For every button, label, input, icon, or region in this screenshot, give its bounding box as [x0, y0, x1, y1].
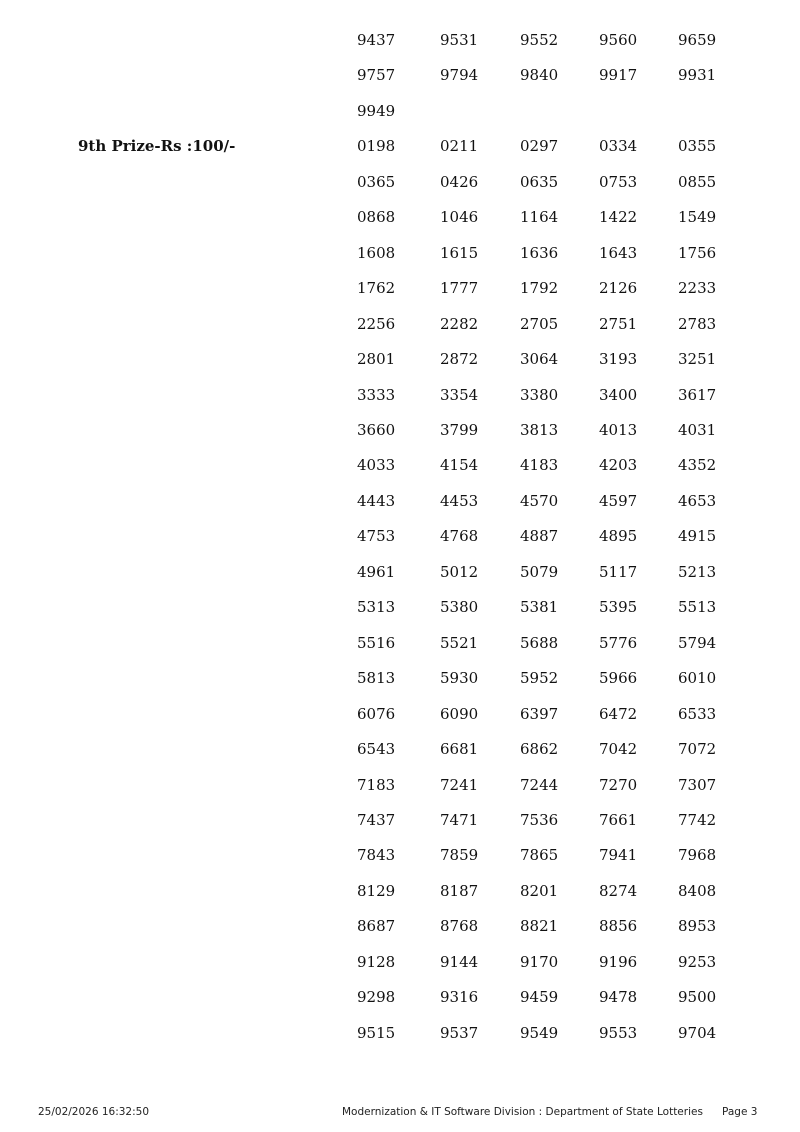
- ticket-number: 0855: [678, 172, 717, 191]
- result-row: [0, 980, 800, 1015]
- ticket-number: 9437: [357, 31, 396, 49]
- ticket-number: 3617: [678, 385, 717, 404]
- ticket-number: 7042: [599, 740, 638, 759]
- result-row: [0, 697, 800, 732]
- ticket-number: 4753: [357, 527, 396, 546]
- ticket-number: 3813: [520, 420, 559, 439]
- prize-label: 9th Prize-Rs :100/-: [78, 137, 236, 156]
- result-row: [0, 590, 800, 625]
- ticket-number: 9757: [357, 66, 396, 85]
- ticket-number: 3799: [440, 420, 479, 439]
- ticket-number: 8274: [599, 881, 638, 900]
- print-timestamp: 25/02/2026 16:32:50: [38, 1106, 150, 1118]
- ticket-number: 7742: [678, 810, 717, 829]
- ticket-number: 9549: [520, 1023, 559, 1042]
- ticket-number: 1762: [357, 279, 396, 298]
- ticket-number: 1164: [520, 208, 559, 227]
- footer-organization: Modernization & IT Software Division : Department of State Lotteries: [342, 1106, 703, 1118]
- ticket-number: 5012: [440, 562, 479, 581]
- ticket-number: 8953: [678, 917, 717, 936]
- ticket-number: 7072: [678, 740, 717, 759]
- ticket-number: 5395: [599, 598, 638, 617]
- ticket-number: 6533: [678, 704, 717, 723]
- ticket-number: 5381: [520, 598, 559, 617]
- ticket-number: 9552: [520, 31, 559, 49]
- ticket-number: 5313: [357, 598, 396, 617]
- ticket-number: 7968: [678, 846, 717, 865]
- ticket-number: 4915: [678, 527, 717, 546]
- ticket-number: 6681: [440, 740, 479, 759]
- ticket-number: 9553: [599, 1023, 638, 1042]
- ticket-number: 5966: [599, 669, 638, 688]
- result-row: [0, 519, 800, 554]
- ticket-number: 3193: [599, 350, 638, 369]
- ticket-number: 7941: [599, 846, 638, 865]
- ticket-number: 9316: [440, 988, 479, 1007]
- ticket-number: 6472: [599, 704, 638, 723]
- ticket-number: 2126: [599, 279, 638, 298]
- result-row: [0, 945, 800, 980]
- ticket-number: 2705: [520, 314, 559, 333]
- ticket-number: 7437: [357, 810, 396, 829]
- ticket-number: 3660: [357, 420, 396, 439]
- results-table: [0, 23, 800, 1051]
- ticket-number: 2282: [440, 314, 479, 333]
- result-row: [0, 1016, 800, 1051]
- result-row: [0, 626, 800, 661]
- result-row: [0, 768, 800, 803]
- ticket-number: 5813: [357, 669, 396, 688]
- ticket-number: 7843: [357, 846, 396, 865]
- ticket-number: 9704: [678, 1023, 717, 1042]
- ticket-number: 7183: [357, 775, 396, 794]
- result-row: [0, 413, 800, 448]
- ticket-number: 9515: [357, 1023, 396, 1042]
- ticket-number: 4570: [520, 491, 559, 510]
- ticket-number: 5688: [520, 633, 559, 652]
- ticket-number: 1643: [599, 243, 638, 262]
- ticket-number: 2872: [440, 350, 479, 369]
- ticket-number: 9478: [599, 988, 638, 1007]
- ticket-number: 1615: [440, 243, 479, 262]
- result-row: [0, 307, 800, 342]
- ticket-number: 4013: [599, 420, 638, 439]
- result-row: [0, 909, 800, 944]
- ticket-number: 2801: [357, 350, 396, 369]
- ticket-number: 5952: [520, 669, 559, 688]
- ticket-number: 6076: [357, 704, 396, 723]
- ticket-number: 0198: [357, 137, 396, 156]
- ticket-number: 4887: [520, 527, 559, 546]
- ticket-number: 3251: [678, 350, 717, 369]
- ticket-number: 8687: [357, 917, 396, 936]
- result-row: [0, 271, 800, 306]
- result-row: [0, 200, 800, 235]
- result-row: [0, 342, 800, 377]
- ticket-number: 5513: [678, 598, 717, 617]
- ticket-number: 0297: [520, 137, 559, 156]
- ticket-number: 1549: [678, 208, 717, 227]
- ticket-number: 4453: [440, 491, 479, 510]
- result-row: [0, 874, 800, 909]
- ticket-number: 8821: [520, 917, 559, 936]
- ticket-number: 7471: [440, 810, 479, 829]
- ticket-number: 9196: [599, 952, 638, 971]
- ticket-number: 8129: [357, 881, 396, 900]
- result-row: [0, 378, 800, 413]
- result-row: [0, 58, 800, 93]
- ticket-number: 6090: [440, 704, 479, 723]
- ticket-number: 4033: [357, 456, 396, 475]
- ticket-number: 0868: [357, 208, 396, 227]
- ticket-number: 9794: [440, 66, 479, 85]
- result-row: [0, 94, 800, 129]
- ticket-number: 7859: [440, 846, 479, 865]
- ticket-number: 8768: [440, 917, 479, 936]
- ticket-number: 9459: [520, 988, 559, 1007]
- ticket-number: 7865: [520, 846, 559, 865]
- ticket-number: 3064: [520, 350, 559, 369]
- ticket-number: 8187: [440, 881, 479, 900]
- ticket-number: 0355: [678, 137, 717, 156]
- result-row: [0, 129, 800, 164]
- ticket-number: 6862: [520, 740, 559, 759]
- ticket-number: 4031: [678, 420, 717, 439]
- ticket-number: 9144: [440, 952, 479, 971]
- ticket-number: 9659: [678, 31, 717, 49]
- result-row: [0, 661, 800, 696]
- ticket-number: 9500: [678, 988, 717, 1007]
- result-row: [0, 165, 800, 200]
- ticket-number: 0211: [440, 137, 479, 156]
- ticket-number: 2783: [678, 314, 717, 333]
- result-row: [0, 838, 800, 873]
- ticket-number: 4154: [440, 456, 479, 475]
- ticket-number: 4443: [357, 491, 396, 510]
- result-row: [0, 803, 800, 838]
- ticket-number: 5380: [440, 598, 479, 617]
- ticket-number: 1777: [440, 279, 479, 298]
- ticket-number: 4961: [357, 562, 396, 581]
- ticket-number: 9949: [357, 101, 396, 120]
- ticket-number: 4183: [520, 456, 559, 475]
- ticket-number: 1636: [520, 243, 559, 262]
- ticket-number: 9253: [678, 952, 717, 971]
- ticket-number: 5521: [440, 633, 479, 652]
- ticket-number: 7241: [440, 775, 479, 794]
- ticket-number: 6543: [357, 740, 396, 759]
- ticket-number: 9917: [599, 66, 638, 85]
- ticket-number: 0334: [599, 137, 638, 156]
- ticket-number: 7536: [520, 810, 559, 829]
- ticket-number: 3380: [520, 385, 559, 404]
- page-number: Page 3: [722, 1106, 758, 1118]
- ticket-number: 7270: [599, 775, 638, 794]
- ticket-number: 7244: [520, 775, 559, 794]
- ticket-number: 4352: [678, 456, 717, 475]
- ticket-number: 5213: [678, 562, 717, 581]
- result-row: [0, 23, 800, 58]
- ticket-number: 4597: [599, 491, 638, 510]
- ticket-number: 0753: [599, 172, 638, 191]
- ticket-number: 7661: [599, 810, 638, 829]
- ticket-number: 1608: [357, 243, 396, 262]
- ticket-number: 8856: [599, 917, 638, 936]
- result-row: [0, 555, 800, 590]
- ticket-number: 2751: [599, 314, 638, 333]
- ticket-number: 6010: [678, 669, 717, 688]
- ticket-number: 2256: [357, 314, 396, 333]
- result-row: [0, 448, 800, 483]
- ticket-number: 4895: [599, 527, 638, 546]
- result-row: [0, 484, 800, 519]
- ticket-number: 5794: [678, 633, 717, 652]
- ticket-number: 0365: [357, 172, 396, 191]
- ticket-number: 5516: [357, 633, 396, 652]
- ticket-number: 5776: [599, 633, 638, 652]
- ticket-number: 1422: [599, 208, 638, 227]
- ticket-number: 9531: [440, 31, 479, 49]
- ticket-number: 0635: [520, 172, 559, 191]
- ticket-number: 9128: [357, 952, 396, 971]
- ticket-number: 9931: [678, 66, 717, 85]
- ticket-number: 9537: [440, 1023, 479, 1042]
- ticket-number: 8201: [520, 881, 559, 900]
- ticket-number: 4653: [678, 491, 717, 510]
- ticket-number: 8408: [678, 881, 717, 900]
- ticket-number: 2233: [678, 279, 717, 298]
- ticket-number: 3354: [440, 385, 479, 404]
- ticket-number: 5930: [440, 669, 479, 688]
- ticket-number: 4203: [599, 456, 638, 475]
- ticket-number: 9170: [520, 952, 559, 971]
- ticket-number: 3400: [599, 385, 638, 404]
- ticket-number: 4768: [440, 527, 479, 546]
- ticket-number: 9840: [520, 66, 559, 85]
- ticket-number: 9298: [357, 988, 396, 1007]
- ticket-number: 7307: [678, 775, 717, 794]
- ticket-number: 1756: [678, 243, 717, 262]
- ticket-number: 6397: [520, 704, 559, 723]
- ticket-number: 1046: [440, 208, 479, 227]
- ticket-number: 1792: [520, 279, 559, 298]
- ticket-number: 9560: [599, 31, 638, 49]
- ticket-number: 3333: [357, 385, 396, 404]
- ticket-number: 0426: [440, 172, 479, 191]
- ticket-number: 5117: [599, 562, 638, 581]
- result-row: [0, 236, 800, 271]
- ticket-number: 5079: [520, 562, 559, 581]
- result-row: [0, 732, 800, 767]
